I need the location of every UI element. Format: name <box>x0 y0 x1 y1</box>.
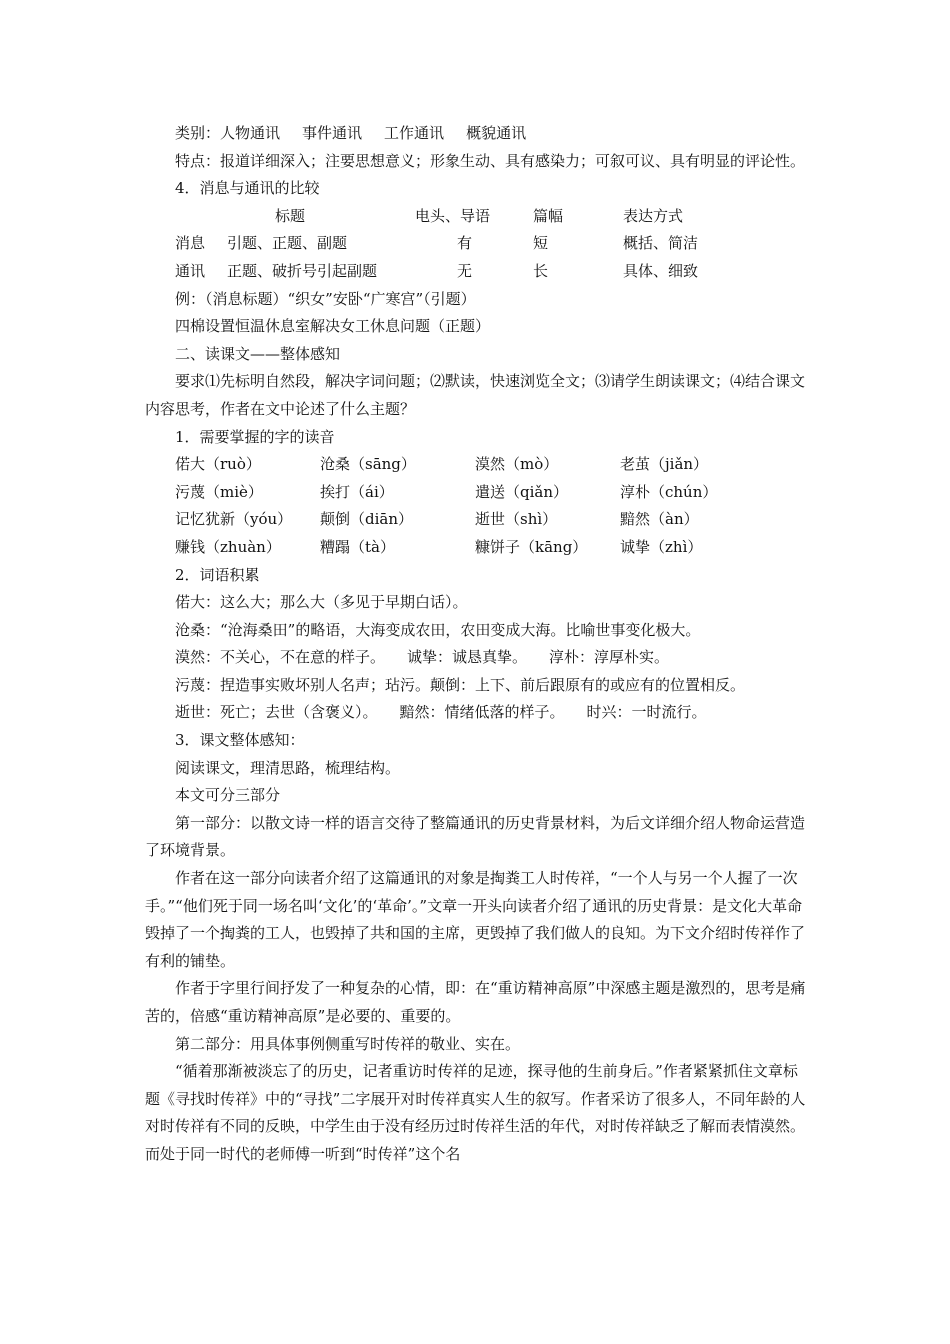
vocab-line <box>145 672 810 700</box>
pronunciation-item: 黯然（àn） <box>620 510 699 529</box>
pronunciation-item: 老茧（jiǎn） <box>620 455 709 474</box>
vocab-entry: 逝世：死亡；去世（含褒义）。 <box>175 703 378 722</box>
pronunciation-item: 淳朴（chún） <box>620 482 718 501</box>
pronunciation-item: 记忆犹新（yóu） <box>175 510 293 529</box>
vocab-line <box>145 617 810 645</box>
types-label: 类别： <box>175 124 221 142</box>
vocab-entry: 诚挚：诚恳真挚。 <box>407 648 528 667</box>
compare-header: 标题 <box>275 206 306 225</box>
vocab-title: 2．词语积累 <box>175 565 260 584</box>
compare-cell: 短 <box>533 234 549 253</box>
compare-cell: 有 <box>457 234 473 253</box>
compare-row <box>145 230 810 258</box>
pronunciation-item: 逝世（shì） <box>475 510 558 529</box>
overview-title: 3．课文整体感知： <box>175 731 305 750</box>
type-item: 概貌通讯 <box>466 124 527 142</box>
body-paragraph: 第一部分：以散文诗一样的语言交待了整篇通讯的历史背景材料，为后文详细介绍人物命运营造了环境背景。 <box>145 813 806 860</box>
body-paragraph: 作者于字里行间抒发了一种复杂的心情，即：在“重访精神高原”中深感主题是激烈的，思考是痛苦的，倍感“重访精神高原”是必要的、重要的。 <box>145 979 806 1025</box>
compare-cell: 通讯 <box>175 261 206 280</box>
body-paragraph: “循着那渐被淡忘了的历史，记者重访时传祥的足迹，探寻他的生前身后。”作者紧紧抓住文章标题《寻找时传祥》中的“寻找”二字展开对时传祥真实人生的叙写。作者采访了很多人，不同年龄的人对时传祥有不同的反映，中学生由于没有经历过时传祥生活的年代，对时传祥缺乏了解而表情漠然。而处于同一时代的老师傅一听到“时传祥”这个名 <box>145 1062 806 1163</box>
pronunciation-item: 偌大（ruò） <box>175 455 261 474</box>
part2-title: 二、读课文——整体感知 <box>175 344 341 363</box>
vocab-entry: 淳朴：淳厚朴实。 <box>549 648 670 667</box>
features-paragraph: 特点：报道详细深入；注要思想意义；形象生动、具有感染力；可叙可议、具有明显的评论性。 <box>175 151 806 170</box>
requirements-paragraph: 要求⑴先标明自然段，解决字词问题；⑵默读，快速浏览全文；⑶请学生朗读课文；⑷结合课文内容思考，作者在文中论述了什么主题？ <box>145 372 806 418</box>
vocab-line <box>145 589 810 617</box>
type-item: 人物通讯 <box>220 124 281 142</box>
example-line: 四棉设置恒温休息室解决女工休息问题（正题） <box>175 317 491 336</box>
pronunciation-item: 沧桑（sāng） <box>320 455 416 474</box>
compare-header: 电头、导语 <box>415 206 491 225</box>
vocab-line <box>145 644 810 672</box>
compare-cell: 引题、正题、副题 <box>227 234 348 253</box>
body-paragraph: 作者在这一部分向读者介绍了这篇通讯的对象是掏粪工人时传祥，“一个人与另一个人握了一次手。”“他们死于同一场名叫‘文化’的‘革命’。”文章一开头向读者介绍了通讯的历史背景：是文化大革命毁掉了一个掏粪的工人，也毁掉了共和国的主席，更毁掉了我们做人的良知。为下文介绍时传祥作了有利的铺垫。 <box>145 869 806 970</box>
compare-row <box>145 258 810 286</box>
pronunciation-item: 诚挚（zhì） <box>620 537 703 556</box>
compare-header: 表达方式 <box>623 206 684 225</box>
body-paragraph: 第二部分：用具体事例侧重写时传祥的敬业、实在。 <box>175 1034 521 1053</box>
compare-cell: 无 <box>457 261 473 280</box>
compare-cell: 长 <box>533 261 549 280</box>
vocab-entry: 沧桑：“沧海桑田”的略语，大海变成农田，农田变成大海。比喻世事变化极大。 <box>175 620 701 639</box>
pronunciation-item: 漠然（mò） <box>475 455 559 474</box>
document-body <box>145 120 810 1169</box>
compare-cell: 概括、简洁 <box>623 234 699 253</box>
compare-header: 篇幅 <box>533 206 564 225</box>
pronunciation-grid <box>145 451 810 561</box>
vocab-entry: 黯然：情绪低落的样子。 <box>399 703 565 722</box>
vocab-entry: 时兴：一时流行。 <box>586 703 707 722</box>
pronunciation-item: 糟蹋（tà） <box>320 537 395 556</box>
overview-line: 本文可分三部分 <box>175 786 281 805</box>
types-line <box>145 120 810 148</box>
vocab-entry: 漠然：不关心，不在意的样子。 <box>175 648 386 667</box>
compare-cell: 正题、破折号引起副题 <box>227 261 378 280</box>
vocab-entry: 偌大：这么大；那么大（多见于早期白话）。 <box>175 593 468 612</box>
pronunciation-item: 遣送（qiǎn） <box>475 482 569 501</box>
section4-title: 4．消息与通讯的比较 <box>175 179 320 198</box>
pronunciation-item: 糠饼子（kāng） <box>475 537 588 556</box>
pronunciation-item: 颠倒（diān） <box>320 510 414 529</box>
compare-header-row <box>145 203 810 231</box>
pronunciation-item: 挨打（ái） <box>320 482 394 501</box>
vocab-entry: 污蔑：捏造事实败坏别人名声；玷污。颠倒：上下、前后跟原有的或应有的位置相反。 <box>175 675 746 694</box>
overview-line: 阅读课文，理清思路，梳理结构。 <box>175 758 401 777</box>
pronunciation-item: 污蔑（miè） <box>175 482 263 501</box>
example-line: 例：（消息标题）“织女”安卧“广寒宫”（引题） <box>175 289 476 308</box>
type-item: 工作通讯 <box>384 124 445 142</box>
vocab-line <box>145 699 810 727</box>
type-item: 事件通讯 <box>302 124 363 142</box>
pronunciation-item: 赚钱（zhuàn） <box>175 537 281 556</box>
pronunciation-title: 1．需要掌握的字的读音 <box>175 427 335 446</box>
compare-cell: 具体、细致 <box>623 261 699 280</box>
compare-cell: 消息 <box>175 234 206 253</box>
